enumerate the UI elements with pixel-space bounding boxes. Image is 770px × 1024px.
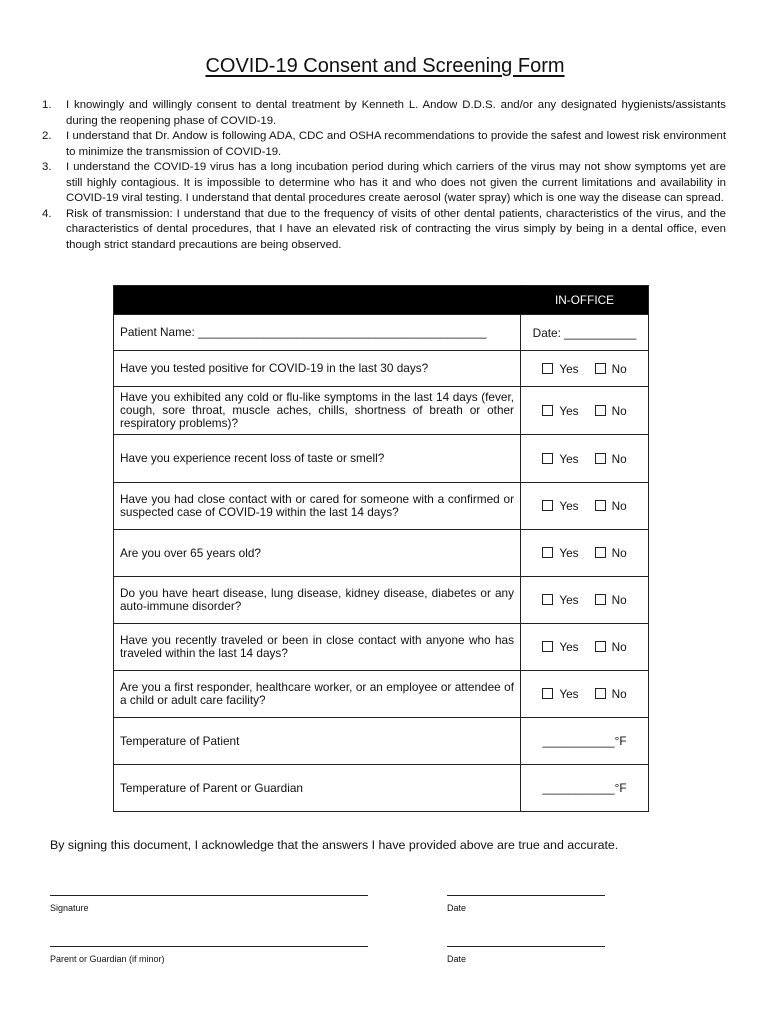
yes-checkbox[interactable] [542, 500, 553, 511]
signature-label: Signature [50, 903, 89, 913]
table-row [114, 351, 649, 387]
table-row [114, 387, 649, 435]
yes-checkbox[interactable] [542, 688, 553, 699]
no-checkbox[interactable] [595, 641, 606, 652]
signature-date-label: Date [447, 903, 467, 913]
table-row [114, 435, 649, 483]
question-text: Are you a first responder, healthcare worker, or an employee or attendee of a child or adult care facility? [114, 671, 521, 718]
answer-cell: Yes No [521, 435, 649, 483]
table-row [114, 483, 649, 530]
temp-guardian-label: Temperature of Parent or Guardian [114, 765, 521, 812]
patient-row [114, 315, 649, 351]
no-checkbox[interactable] [595, 547, 606, 558]
consent-statements [42, 98, 726, 253]
guardian-signature-line[interactable] [50, 946, 368, 947]
temp-guardian-field[interactable]: ___________°F [521, 765, 649, 812]
answer-cell: Yes No [521, 530, 649, 577]
acknowledgement-text: By signing this document, I acknowledge that the answers I have provided above are true and accurate. [50, 838, 619, 852]
yes-checkbox[interactable] [542, 363, 553, 374]
answer-cell: Yes No [521, 577, 649, 624]
in-office-header: IN-OFFICE [521, 286, 649, 315]
date-field[interactable]: Date: ___________ [521, 315, 649, 351]
yes-checkbox[interactable] [542, 641, 553, 652]
temp-guardian-row [114, 765, 649, 812]
signature-line[interactable] [50, 895, 368, 896]
form-title: COVID-19 Consent and Screening Form [205, 55, 565, 77]
no-checkbox[interactable] [595, 594, 606, 605]
statement-item: 2. I understand that Dr. Andow is following ADA, CDC and OSHA recommendations to provide the safest and lowest risk environment to minimize the transmission of COVID-19. [42, 130, 726, 158]
answer-cell: Yes No [521, 387, 649, 435]
signature-date-line[interactable] [447, 895, 605, 896]
table-row [114, 577, 649, 624]
answer-cell: Yes No [521, 351, 649, 387]
no-checkbox[interactable] [595, 500, 606, 511]
yes-checkbox[interactable] [542, 453, 553, 464]
yes-checkbox[interactable] [542, 405, 553, 416]
answer-cell: Yes No [521, 624, 649, 671]
table-row [114, 671, 649, 718]
question-text: Are you over 65 years old? [114, 530, 521, 577]
yes-checkbox[interactable] [542, 594, 553, 605]
patient-name-field[interactable]: Patient Name: ____________________________________________ [114, 315, 521, 351]
question-text: Have you experience recent loss of taste or smell? [114, 435, 521, 483]
table-row [114, 624, 649, 671]
header-blank-cell [114, 286, 521, 315]
statement-item: 3. I understand the COVID-19 virus has a long incubation period during which carriers of the virus may not show symptoms yet are still highly contagious. It is impossible to determine who has it and who does not given the current limitations and availability in COVID-19 viral testing. I understand that dental procedures create aerosol (water spray) which is one way the disease can spread. [42, 161, 726, 204]
question-text: Do you have heart disease, lung disease, kidney disease, diabetes or any auto-immune disorder? [114, 577, 521, 624]
answer-cell: Yes No [521, 483, 649, 530]
table-row [114, 530, 649, 577]
no-checkbox[interactable] [595, 453, 606, 464]
statement-item: 1. I knowingly and willingly consent to dental treatment by Kenneth L. Andow D.D.S. and/or any designated hygienists/assistants during the reopening phase of COVID-19. [42, 99, 726, 127]
screening-table [113, 285, 649, 812]
question-text: Have you tested positive for COVID-19 in the last 30 days? [114, 351, 521, 387]
no-checkbox[interactable] [595, 405, 606, 416]
temp-patient-label: Temperature of Patient [114, 718, 521, 765]
table-header-row [114, 286, 649, 315]
guardian-date-label: Date [447, 954, 467, 964]
question-text: Have you had close contact with or cared for someone with a confirmed or suspected case of COVID-19 within the last 14 days? [114, 483, 521, 530]
temp-patient-field[interactable]: ___________°F [521, 718, 649, 765]
statement-item: 4. Risk of transmission: I understand that due to the frequency of visits of other dental patients, characteristics of the virus, and the characteristics of dental procedures, that I have an elevated risk of contracting the virus simply by being in a dental office, even though strict standard precautions are being observed. [42, 207, 726, 251]
temp-patient-row [114, 718, 649, 765]
yes-checkbox[interactable] [542, 547, 553, 558]
question-text: Have you recently traveled or been in close contact with anyone who has traveled within the last 14 days? [114, 624, 521, 671]
no-checkbox[interactable] [595, 363, 606, 374]
no-checkbox[interactable] [595, 688, 606, 699]
guardian-date-line[interactable] [447, 946, 605, 947]
guardian-signature-label: Parent or Guardian (if minor) [50, 954, 165, 964]
answer-cell: Yes No [521, 671, 649, 718]
question-text: Have you exhibited any cold or flu-like symptoms in the last 14 days (fever, cough, sore throat, muscle aches, chills, shortness of breath or other respiratory problems)? [114, 387, 521, 435]
